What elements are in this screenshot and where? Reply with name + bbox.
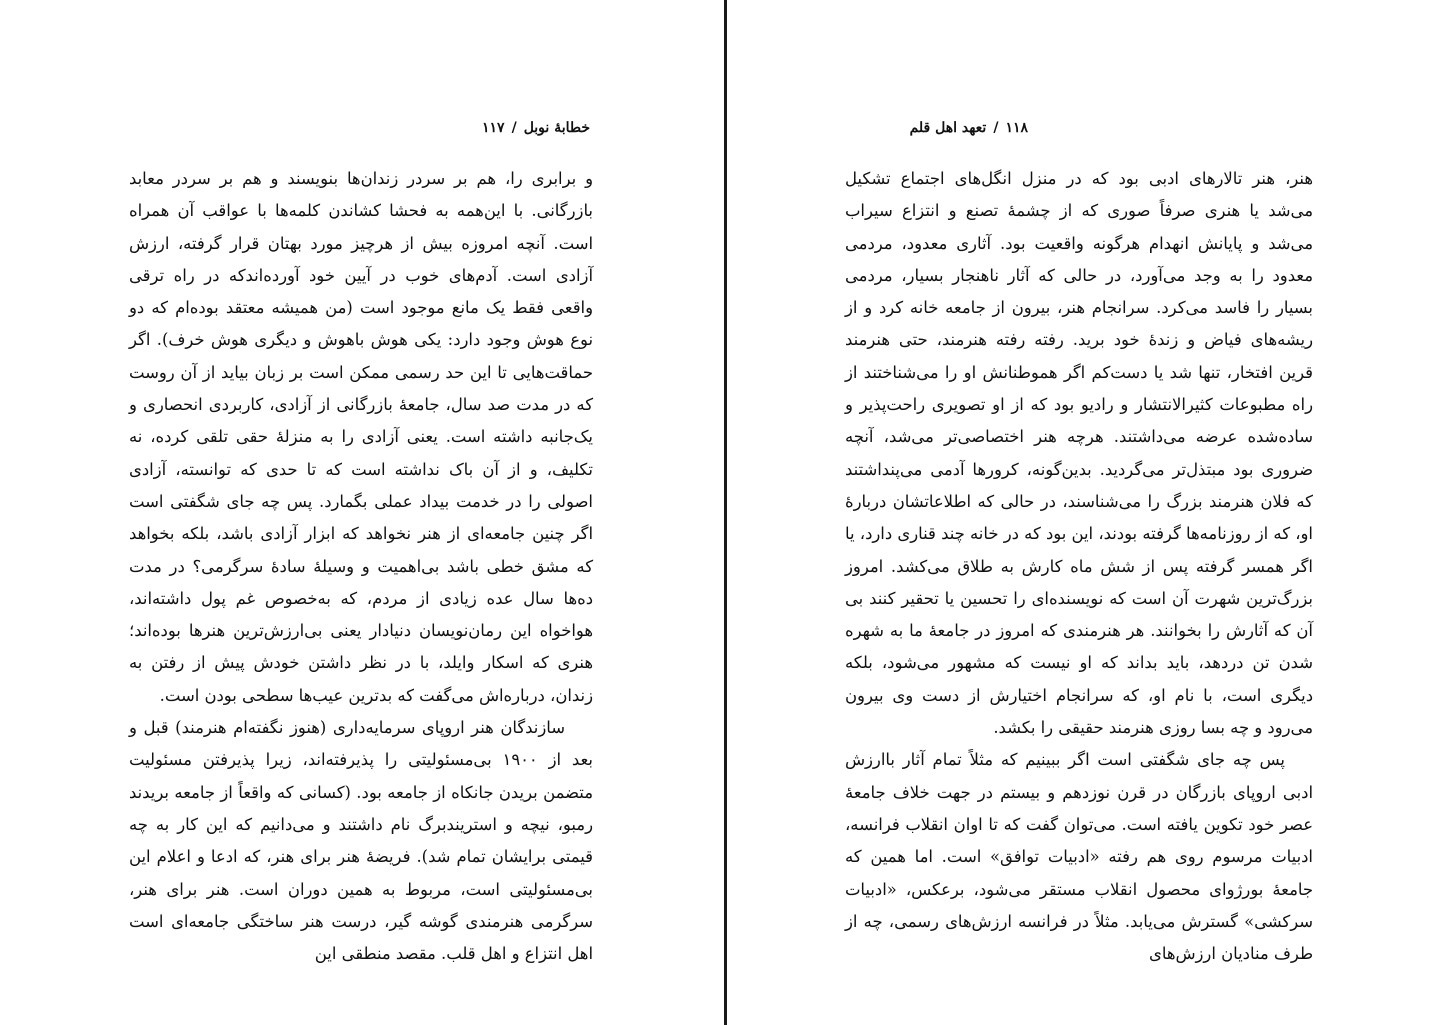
left-header-separator: / [511, 120, 517, 136]
right-page-number: ۱۱۸ [1005, 120, 1028, 136]
right-paragraph-1: هنر، هنر تالارهای ادبی بود که در منزل انگل‌های اجتماع تشکیل می‌شد یا هنری صرفاً صوری که از چشمهٔ تصنع و انتزاع سیراب می‌شد و پایانش انهدام هرگونه واقعیت بود. آثاری معدود، مردمی معدود را به وجد می‌آورد، در حالی که آثار ناهنجار بسیار، مردمی بسیار را فاسد می‌کرد. سرانجام هنر، بیرون از جامعه خانه کرد و از ریشه‌های فیاض و زندهٔ خود برید. رفته رفته هنرمند، حتی هنرمند قرین افتخار، تنها شد یا دست‌کم اگر هموطنانش او را می‌شناختند از راه مطبوعات کثیرالانتشار و رادیو بود که از او تصویری راحت‌پذیر و ساده‌شده عرضه می‌داشتند. هرچه هنر اختصاصی‌تر می‌شد، آنچه ضروری بود مبتذل‌تر می‌گردید. بدین‌گونه، کرورها آدمی می‌پنداشتند که فلان هنرمند بزرگ را می‌شناسند، در حالی که اطلاعاتشان دربارهٔ او، که از روزنامه‌ها گرفته بودند، این بود که در خانه چند قناری دارد، یا اگر همسر گرفته پس از شش ماه کارش به طلاق می‌کشد. امروز بزرگ‌ترین شهرت آن است که نویسنده‌ای را تحسین یا تحقیر کنند بی آن که آثارش را بخوانند. هر هنرمندی که امروز در جامعهٔ ما به شهره شدن تن دردهد، باید بداند که او نیست که مشهور می‌شود، بلکه دیگری است، با نام او، که سرانجام اختیارش از دست وی بیرون می‌رود و چه بسا روزی هنرمند حقیقی را بکشد. [845, 169, 1313, 738]
right-header-separator: / [993, 120, 999, 136]
right-page [727, 0, 1452, 1025]
left-paragraph-1: و برابری را، هم بر سردر زندان‌ها بنویسند و هم بر سردر معابد بازرگانی. با این‌همه به فحشا کشاندن کلمه‌ها با عواقب آن همراه است. آنچه امروزه بیش از هرچیز مورد بهتان قرار گرفته، ارزش آزادی است. آدم‌های خوب در آیین خود آورده‌اندکه در راه ترقی واقعی فقط یک مانع موجود است (من همیشه معتقد بوده‌ام که دو نوع هوش وجود دارد: یکی هوش باهوش و دیگری هوش خرف). اگر حماقت‌هایی تا این حد رسمی ممکن است بر زبان بیاید از آن روست که در مدت صد سال، جامعهٔ بازرگانی از آزادی، کاربردی انحصاری و یک‌جانبه داشته است. یعنی آزادی را به منزلهٔ حقی تلقی کرده، نه تکلیف، و از آن باک نداشته است که تا حدی که توانسته، آزادی اصولی را در خدمت بیداد عملی بگمارد. پس چه جای شگفتی است اگر چنین جامعه‌ای از هنر نخواهد که ابزار آزادی باشد، بلکه بخواهد که مشق خطی باشد بی‌اهمیت و وسیلهٔ سادهٔ سرگرمی؟ در مدت ده‌ها سال عده زیادی از مردم، که به‌خصوص غم پول داشته‌اند، هواخواه این رمان‌نویسان دنیادار یعنی بی‌ارزش‌ترین هنرها بوده‌اند؛ هنری که اسکار وایلد، با در نظر داشتن خودش پیش از رفتن به زندان، درباره‌اش می‌گفت که بدترین عیب‌ها سطحی بودن است. [129, 169, 593, 705]
left-running-header [482, 120, 590, 136]
left-page [0, 0, 724, 1025]
right-running-header [910, 120, 1028, 136]
right-paragraph-2: پس چه جای شگفتی است اگر ببینیم که مثلاً تمام آثار باارزش ادبی اروپای بازرگان در قرن نوزدهم و بیستم در جهت خلاف جامعهٔ عصر خود تکوین یافته است. می‌توان گفت که تا اوان انقلاب فرانسه، ادبیات مرسوم روی هم رفته «ادبیات توافق» است. اما همین که جامعهٔ بورژوای محصول انقلاب مستقر می‌شود، برعکس، «ادبیات سرکشی» گسترش می‌یابد. مثلاً در فرانسه ارزش‌های رسمی، چه از طرف منادیان ارزش‌های [845, 750, 1313, 964]
left-body-text [129, 163, 593, 970]
right-body-text [845, 163, 1313, 970]
right-section-title: تعهد اهل قلم [909, 120, 987, 136]
left-section-title: خطابهٔ نوبل [523, 120, 590, 136]
left-paragraph-2: سازندگان هنر اروپای سرمایه‌داری (هنوز نگفته‌ام هنرمند) قبل و بعد از ۱۹۰۰ بی‌مسئولیتی را پذیرفته‌اند، زیرا پذیرفتن مسئولیت متضمن بریدن جانکاه از جامعه بود. (کسانی که واقعاً از جامعه بریدند رمبو، نیچه و استریندبرگ نام داشتند و می‌دانیم که این کار به چه قیمتی برایشان تمام شد). فریضهٔ هنر برای هنر، که ادعا و اعلام این بی‌مسئولیتی است، مربوط به همین دوران است. هنر برای هنر، سرگرمی هنرمندی گوشه گیر، درست هنر ساختگی جامعه‌ای است اهل انتزاع و اهل قلب. مقصد منطقی این [129, 718, 593, 964]
left-page-number: ۱۱۷ [482, 120, 505, 136]
